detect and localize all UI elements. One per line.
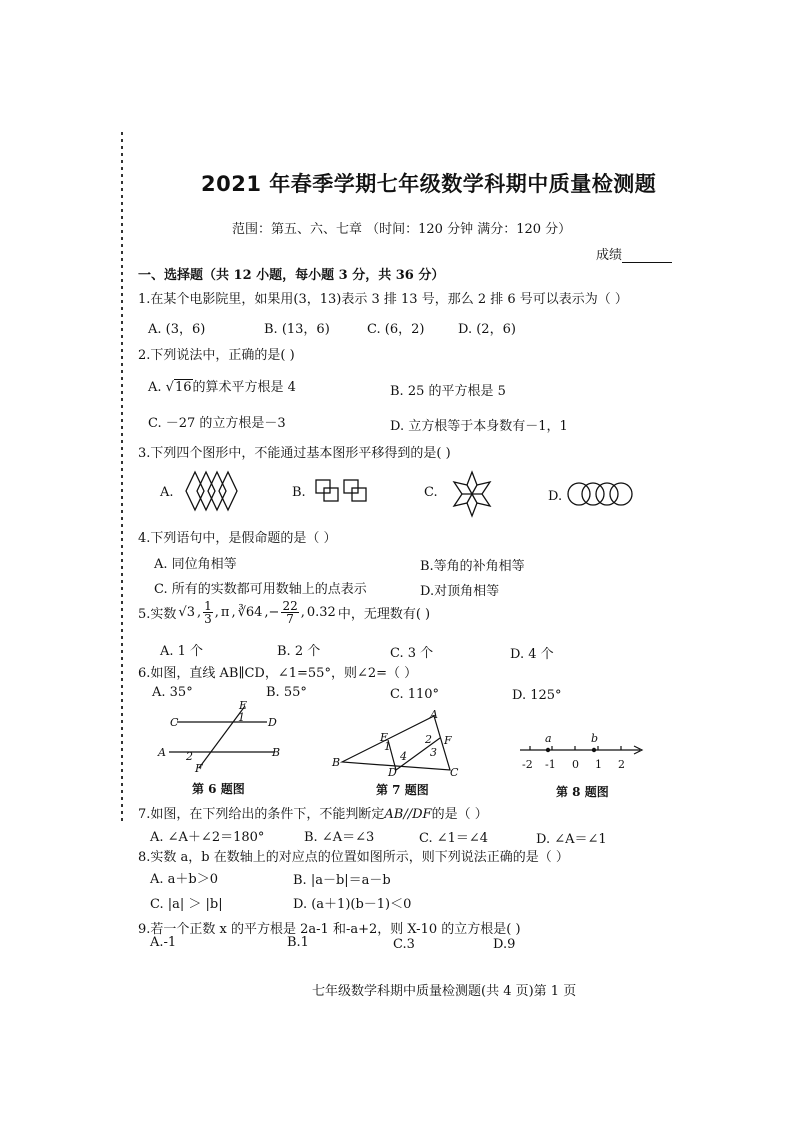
q3-option-b-label: B. [292,485,306,500]
q5-term-22-over-7: $\frac{22}{7}$ [282,599,298,626]
q4-option-b: B.等角的补角相等 [420,559,525,574]
exam-scope: 范围：第五、六、七章 （时间：120 分钟 满分：120 分） [232,222,572,237]
q6-option-c: C. 110° [390,687,440,702]
q2-option-c: C. －27 的立方根是－3 [148,416,286,431]
q9-option-c: C.3 [393,937,415,952]
fig7-label-c: C [450,766,459,779]
figure-7 [330,708,465,778]
q9-stem: 9.若一个正数 x 的平方根是 2a-1 和-a+2，则 X-10 的立方根是( ) [138,922,521,937]
q8-stem: 8.实数 a，b 在数轴上的对应点的位置如图所示，则下列说法正确的是（ ） [138,850,569,865]
q4-option-d: D.对顶角相等 [420,584,500,599]
q7-stem-prefix: 7.如图，在下列给出的条件下，不能判断定 [138,807,385,822]
q1-option-d: D. (2，6) [458,322,516,337]
figure-6-caption: 第 6 题图 [192,782,245,796]
fig7-label-4: 4 [400,750,407,763]
q8-option-a: A. a＋b＞0 [150,872,218,887]
q3-option-b-figure [314,476,378,508]
q3-option-d-label: D. [548,489,563,504]
fig7-label-d: D [388,766,397,779]
q5-term-pi: π [220,605,230,620]
q5-option-c: C. 3 个 [390,646,434,661]
q5-option-a: A. 1 个 [160,644,204,659]
fig6-label-d: D [268,716,277,729]
q7-option-a: A. ∠A＋∠2＝180° [150,830,265,845]
q1-option-b: B. (13，6) [264,322,330,337]
fig7-label-f: F [444,734,452,747]
q2-option-a [148,376,296,395]
q3-option-d-figure [567,480,633,508]
point-b [592,748,596,752]
binding-margin-dots [121,132,123,822]
q8-option-c: C. |a| ＞ |b| [150,897,223,912]
fig8-tick-1: 1 [595,758,602,771]
fig8-label-a: a [545,732,552,745]
q1-option-c: C. (6，2) [367,322,425,337]
q7-option-c: C. ∠1＝∠4 [419,831,489,846]
fig8-tick-2: 2 [618,758,625,771]
q7-option-d: D. ∠A＝∠1 [536,832,607,847]
figure-8-number-line [518,728,646,774]
q5-prefix: 5.实数 [138,607,177,622]
q2-a-radicand: 16 [174,380,192,395]
score-label: 成绩 [596,248,623,263]
q6-option-d: D. 125° [512,688,562,703]
fig8-tick-minus1: -1 [545,758,556,771]
fig7-label-3: 3 [430,746,437,759]
fig6-label-c: C [170,716,179,729]
q5-term-sqrt3: √3 [178,605,195,620]
q1-stem: 1.在某个电影院里，如果用(3，13)表示 3 排 13 号，那么 2 排 6 号可以表示为（ ） [138,292,628,307]
q6-stem: 6.如图，直线 AB∥CD，∠1=55°，则∠2=（ ） [138,666,418,681]
q2-a-text: 的算术平方根是 4 [192,380,296,395]
figure-8-caption: 第 8 题图 [556,785,609,799]
page-footer: 七年级数学科期中质量检测题(共 4 页)第 1 页 [312,984,577,999]
q8-option-b: B. |a－b|＝a－b [293,873,391,888]
page-title: 2021 年春季学期七年级数学科期中质量检测题 [201,172,657,196]
fig7-label-a: A [430,708,438,721]
fig6-label-f: F [195,762,203,775]
fig6-label-e: E [239,699,248,712]
q5-option-d: D. 4 个 [510,647,554,662]
score-field [596,244,672,263]
fig6-label-b: B [272,746,281,759]
fig8-label-b: b [591,732,599,745]
fig8-tick-0: 0 [572,758,579,771]
section-1-heading: 一、选择题（共 12 小题，每小题 3 分，共 36 分） [138,268,445,283]
q9-option-d: D.9 [493,937,516,952]
q5-suffix: 中，无理数有( ) [337,607,431,622]
q9-option-b: B.1 [287,935,309,950]
q3-option-c-label: C. [424,485,438,500]
q4-option-c: C. 所有的实数都可用数轴上的点表示 [154,582,367,597]
fig6-label-1: 1 [238,711,245,724]
fig8-tick-minus2: -2 [522,758,533,771]
score-blank [622,250,672,263]
q3-option-c-figure [450,470,494,518]
q3-stem: 3.下列四个图形中，不能通过基本图形平移得到的是( ) [138,446,451,461]
q7-stem [138,803,488,822]
q3-option-a-label: A. [160,485,174,500]
figure-7-caption: 第 7 题图 [376,783,429,797]
q6-option-a: A. 35° [152,685,193,700]
q7-stem-math: AB//DF [384,807,432,822]
fig6-label-2: 2 [186,750,193,763]
q5-term-repeating-decimal: 0.32 [306,605,336,620]
q5-term-one-third: $\frac{1}{3}$ [204,599,212,626]
q1-option-a: A. (3，6) [148,322,206,337]
q3-option-a-figure [184,470,240,512]
q2-stem: 2.下列说法中，正确的是( ) [138,348,295,363]
q9-option-a: A.-1 [150,935,177,950]
q5-stem: 5.实数 √3 , $\frac{1}{3}$ , π , ∛64 ,− $\frac{22}{7}$ , 0.32 中，无理数有( ) [138,599,431,626]
sqrt-symbol: √ [165,380,174,395]
q5-term-cuberoot64: ∛64 [237,605,263,620]
fig7-label-b: B [332,756,341,769]
q7-stem-suffix: 的是（ ） [431,807,488,822]
fig7-label-2: 2 [425,733,432,746]
figure-6 [155,699,290,775]
q4-option-a: A. 同位角相等 [154,557,237,572]
q2-option-b: B. 25 的平方根是 5 [390,384,506,399]
q8-option-d: D. (a＋1)(b－1)＜0 [293,897,412,912]
point-a [546,748,550,752]
q5-option-b: B. 2 个 [277,644,321,659]
q2-option-d: D. 立方根等于本身数有－1，1 [390,419,568,434]
fig6-label-a: A [158,746,166,759]
q2-a-prefix: A. [148,380,162,395]
q7-option-b: B. ∠A＝∠3 [304,830,375,845]
fig7-label-e: E [380,731,389,744]
q4-stem: 4.下列语句中，是假命题的是（ ） [138,531,337,546]
fig7-label-1: 1 [384,740,391,753]
q6-option-b: B. 55° [266,685,307,700]
